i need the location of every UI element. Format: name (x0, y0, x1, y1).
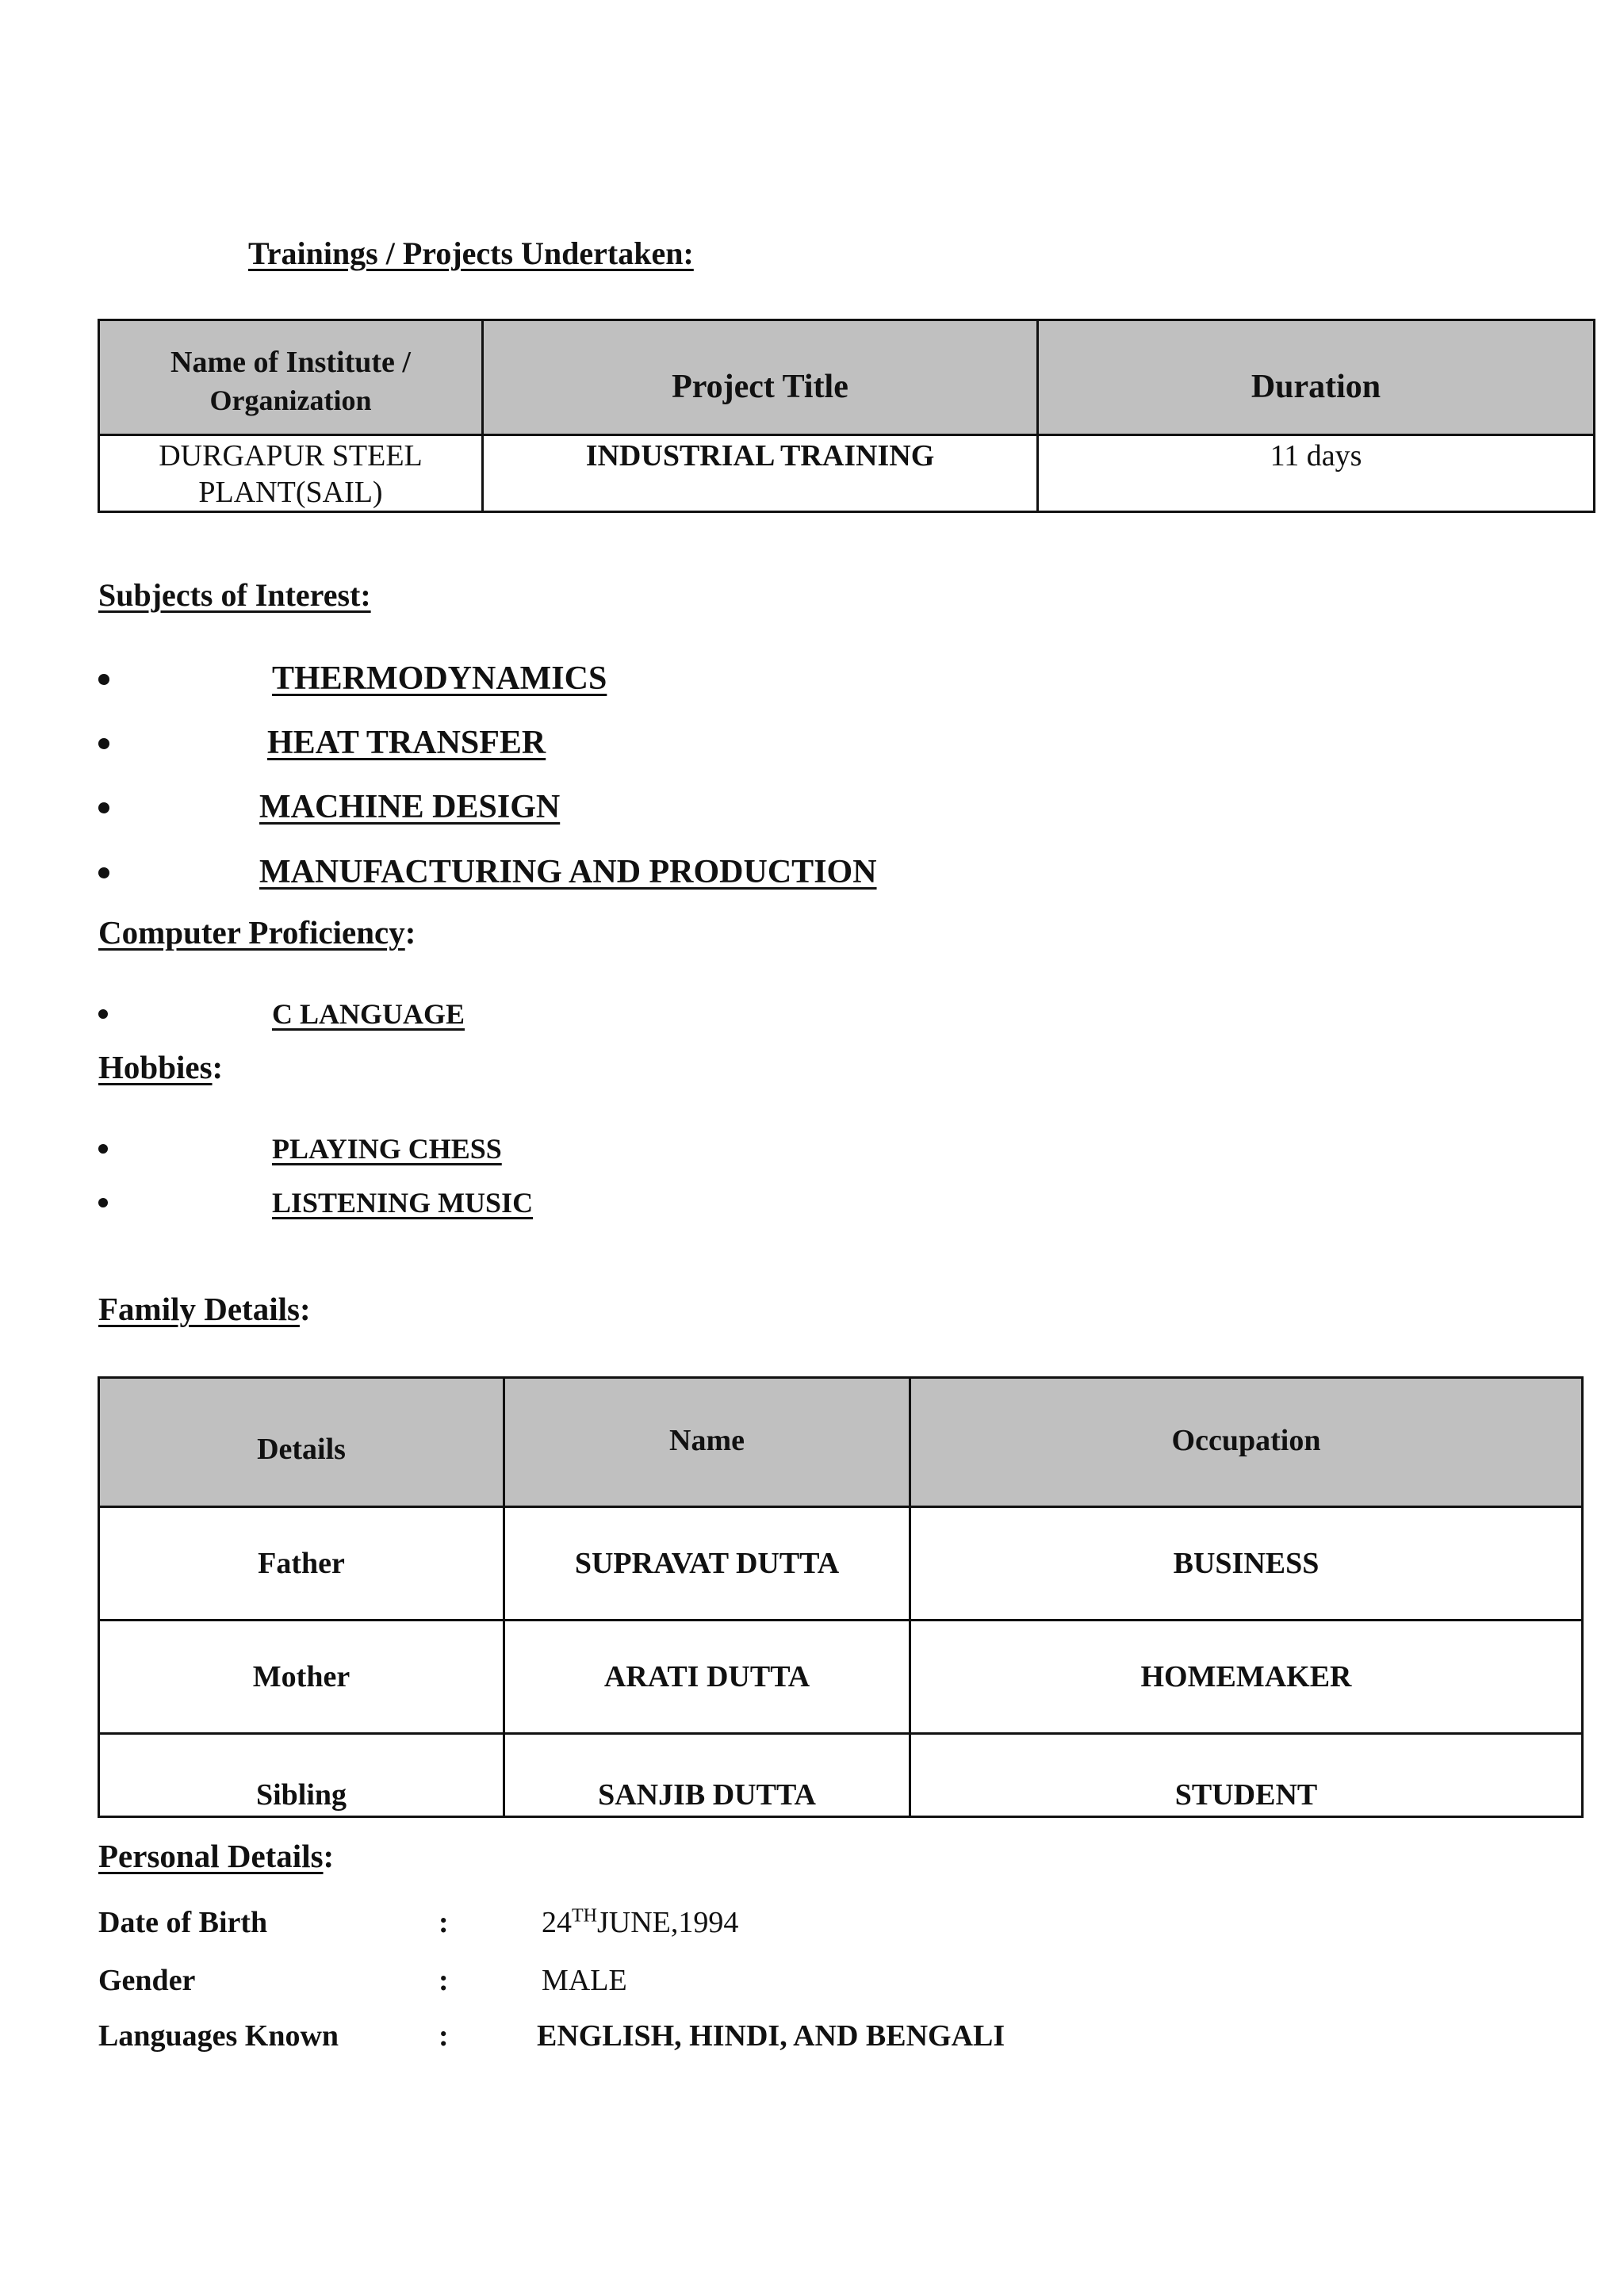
bullet-icon (98, 1144, 108, 1154)
column-header-institute-line1: Name of Institute / (170, 346, 411, 379)
project-title-cell: INDUSTRIAL TRAINING (483, 435, 1038, 512)
dob-label: Date of Birth (98, 1906, 268, 1939)
trainings-heading-text: Trainings / Projects Undertaken: (248, 235, 694, 271)
column-header-institute (99, 320, 483, 435)
family-heading-colon: : (299, 1291, 311, 1327)
gender-colon: : (439, 1964, 449, 1997)
personal-heading-colon: : (323, 1838, 335, 1874)
subject-bullet-2 (98, 738, 109, 749)
dob-colon: : (439, 1906, 449, 1939)
hobbies-heading (98, 1048, 223, 1086)
relation-cell: Mother (99, 1621, 504, 1734)
bullet-icon (98, 674, 109, 685)
institute-line2: PLANT(SAIL) (198, 476, 383, 509)
computer-bullet-1 (98, 1009, 108, 1019)
hobby-bullet-1 (98, 1144, 108, 1154)
computer-heading-colon: : (404, 914, 416, 951)
personal-heading-text: Personal Details (98, 1838, 324, 1874)
gender-value: MALE (542, 1964, 627, 1997)
hobby-bullet-2 (98, 1198, 108, 1207)
bullet-icon (98, 1009, 108, 1019)
subjects-heading-text: Subjects of Interest: (98, 577, 371, 613)
column-header-institute-line2: Organization (209, 385, 372, 416)
column-header-name: Name (504, 1378, 910, 1507)
family-header-row (99, 1378, 1583, 1507)
trainings-header-row (99, 320, 1595, 435)
table-row (99, 1621, 1583, 1734)
hobbies-heading-text: Hobbies (98, 1049, 213, 1085)
dob-value (542, 1905, 738, 1940)
trainings-table (98, 319, 1595, 513)
column-header-details: Details (99, 1378, 504, 1507)
column-header-project-title: Project Title (483, 320, 1038, 435)
occupation-cell: BUSINESS (910, 1507, 1583, 1621)
subject-bullet-3 (98, 802, 109, 813)
subjects-heading (98, 576, 371, 614)
personal-heading (98, 1837, 334, 1875)
trainings-heading (248, 235, 694, 272)
subject-item: MANUFACTURING AND PRODUCTION (259, 854, 877, 890)
family-table (98, 1376, 1584, 1818)
bullet-icon (98, 1198, 108, 1207)
languages-value: ENGLISH, HINDI, AND BENGALI (537, 2019, 1005, 2053)
table-row (99, 435, 1595, 512)
family-heading (98, 1290, 311, 1328)
subject-bullet-4 (98, 867, 109, 878)
relation-cell: Father (99, 1507, 504, 1621)
computer-heading (98, 913, 416, 951)
bullet-icon (98, 867, 109, 878)
table-row (99, 1507, 1583, 1621)
bullet-icon (98, 738, 109, 749)
occupation-cell: HOMEMAKER (910, 1621, 1583, 1734)
name-cell: SANJIB DUTTA (504, 1734, 910, 1817)
family-heading-text: Family Details (98, 1291, 300, 1327)
duration-cell: 11 days (1038, 435, 1595, 512)
dob-month-year: JUNE,1994 (597, 1906, 739, 1939)
name-cell: SUPRAVAT DUTTA (504, 1507, 910, 1621)
subject-bullet-1 (98, 674, 109, 685)
computer-heading-text: Computer Proficiency (98, 914, 405, 951)
hobby-item: PLAYING CHESS (272, 1133, 502, 1165)
computer-item: C LANGUAGE (272, 998, 465, 1030)
occupation-cell: STUDENT (910, 1734, 1583, 1817)
subject-item: MACHINE DESIGN (259, 789, 561, 825)
subject-item: HEAT TRANSFER (267, 725, 546, 761)
languages-colon: : (439, 2019, 449, 2053)
institute-cell (99, 435, 483, 512)
hobbies-heading-colon: : (212, 1049, 224, 1085)
dob-day: 24 (542, 1906, 572, 1939)
column-header-duration: Duration (1038, 320, 1595, 435)
dob-suffix: TH (572, 1905, 597, 1927)
bullet-icon (98, 802, 109, 813)
hobby-item: LISTENING MUSIC (272, 1187, 534, 1219)
subject-item: THERMODYNAMICS (272, 660, 607, 697)
languages-label: Languages Known (98, 2019, 339, 2053)
column-header-occupation: Occupation (910, 1378, 1583, 1507)
table-row (99, 1734, 1583, 1817)
name-cell: ARATI DUTTA (504, 1621, 910, 1734)
gender-label: Gender (98, 1964, 196, 1997)
institute-line1: DURGAPUR STEEL (159, 439, 423, 473)
relation-cell: Sibling (99, 1734, 504, 1817)
